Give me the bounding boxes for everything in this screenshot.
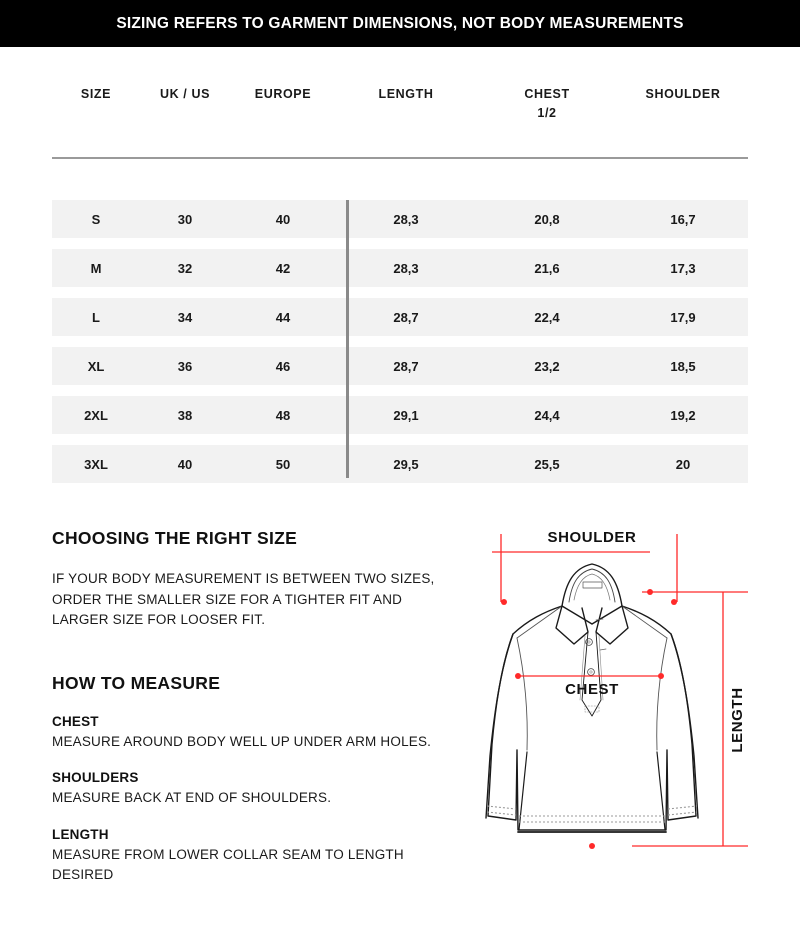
cell-uk-us: 38 — [177, 407, 193, 423]
cell-europe: 42 — [275, 260, 291, 276]
cell-size: L — [92, 309, 100, 325]
measure-title-length: LENGTH — [52, 826, 109, 842]
measure-text-shoulders: MEASURE BACK AT END OF SHOULDERS. — [52, 790, 332, 806]
cell-europe: 48 — [275, 407, 291, 423]
diagram-label-length: LENGTH — [729, 687, 746, 753]
shoulder-point-left — [501, 599, 507, 605]
table-header-row — [52, 47, 748, 157]
cell-chest: 23,2 — [534, 358, 560, 374]
measure-item-chest — [52, 714, 462, 753]
table-row — [52, 445, 748, 483]
cell-chest: 24,4 — [534, 407, 560, 423]
column-header-shoulder: SHOULDER — [645, 87, 721, 101]
cell-shoulder: 17,3 — [670, 260, 696, 276]
cell-size: M — [90, 260, 102, 276]
measure-item-shoulders — [52, 770, 462, 809]
cell-uk-us: 34 — [177, 309, 193, 325]
table-vertical-divider — [346, 200, 349, 478]
table-header-rule — [52, 157, 748, 159]
cell-uk-us: 36 — [177, 358, 193, 374]
cell-uk-us: 40 — [177, 456, 193, 472]
banner-title: SIZING REFERS TO GARMENT DIMENSIONS, NOT BODY MEASUREMENTS — [116, 14, 684, 32]
cell-europe: 50 — [275, 456, 291, 472]
cell-uk-us: 32 — [177, 260, 193, 276]
cell-shoulder: 20 — [675, 456, 691, 472]
cell-europe: 44 — [275, 309, 291, 325]
cell-size: 3XL — [84, 456, 108, 472]
measure-item-length — [52, 827, 462, 886]
cell-length: 28,3 — [393, 211, 419, 227]
cell-length: 29,1 — [393, 407, 419, 423]
size-chart-table — [52, 47, 748, 472]
column-header-uk-us: UK / US — [159, 87, 211, 101]
cell-size: S — [91, 211, 101, 227]
chest-point-left — [515, 673, 521, 679]
cell-chest: 21,6 — [534, 260, 560, 276]
cell-length: 28,7 — [393, 309, 419, 325]
length-point-top — [647, 589, 653, 595]
cell-shoulder: 19,2 — [670, 407, 696, 423]
cell-shoulder: 18,5 — [670, 358, 696, 374]
column-header-europe: EUROPE — [254, 87, 312, 101]
cell-size: XL — [87, 358, 105, 374]
table-body — [52, 200, 748, 494]
measure-text-length: MEASURE FROM LOWER COLLAR SEAM TO LENGTH DESIRED — [52, 846, 404, 883]
polo-shirt-illustration — [486, 564, 698, 832]
cell-chest: 20,8 — [534, 211, 560, 227]
cell-uk-us: 30 — [177, 211, 193, 227]
measure-title-chest: CHEST — [52, 713, 99, 729]
measure-title-shoulders: SHOULDERS — [52, 770, 139, 786]
cell-shoulder: 16,7 — [670, 211, 696, 227]
cell-length: 28,7 — [393, 358, 419, 374]
sizing-info-section — [52, 528, 462, 904]
column-header-chest — [476, 85, 618, 157]
diagram-label-shoulder: SHOULDER — [547, 529, 637, 546]
measurement-guides — [492, 534, 748, 846]
cell-size: 2XL — [84, 407, 108, 423]
cell-chest: 22,4 — [534, 309, 560, 325]
column-header-chest-line2: 1/2 — [537, 105, 557, 120]
cell-length: 29,5 — [393, 456, 419, 472]
column-header-chest-line1: CHEST — [524, 87, 570, 101]
choosing-size-body: IF YOUR BODY MEASUREMENT IS BETWEEN TWO SIZES, ORDER THE SMALLER SIZE FOR A TIGHTER FIT AND LARGER SIZE FOR LOOSER FIT. — [52, 571, 435, 628]
cell-length: 28,3 — [393, 260, 419, 276]
header-banner — [0, 0, 800, 47]
diagram-label-chest: CHEST — [565, 681, 619, 698]
table-row — [52, 396, 748, 434]
table-row — [52, 347, 748, 385]
chest-point-right — [658, 673, 664, 679]
table-row — [52, 249, 748, 287]
column-header-size: SIZE — [80, 87, 112, 101]
cell-europe: 40 — [275, 211, 291, 227]
table-row — [52, 298, 748, 336]
table-row — [52, 200, 748, 238]
cell-europe: 46 — [275, 358, 291, 374]
cell-shoulder: 17,9 — [670, 309, 696, 325]
column-header-length: LENGTH — [378, 87, 434, 101]
garment-measurement-diagram — [470, 520, 800, 920]
shoulder-point-right — [671, 599, 677, 605]
cell-chest: 25,5 — [534, 456, 560, 472]
choosing-size-heading: CHOOSING THE RIGHT SIZE — [52, 528, 298, 548]
measure-text-chest: MEASURE AROUND BODY WELL UP UNDER ARM HOLES. — [52, 733, 432, 749]
length-point-bottom — [589, 843, 595, 849]
how-to-measure-heading: HOW TO MEASURE — [52, 672, 221, 693]
